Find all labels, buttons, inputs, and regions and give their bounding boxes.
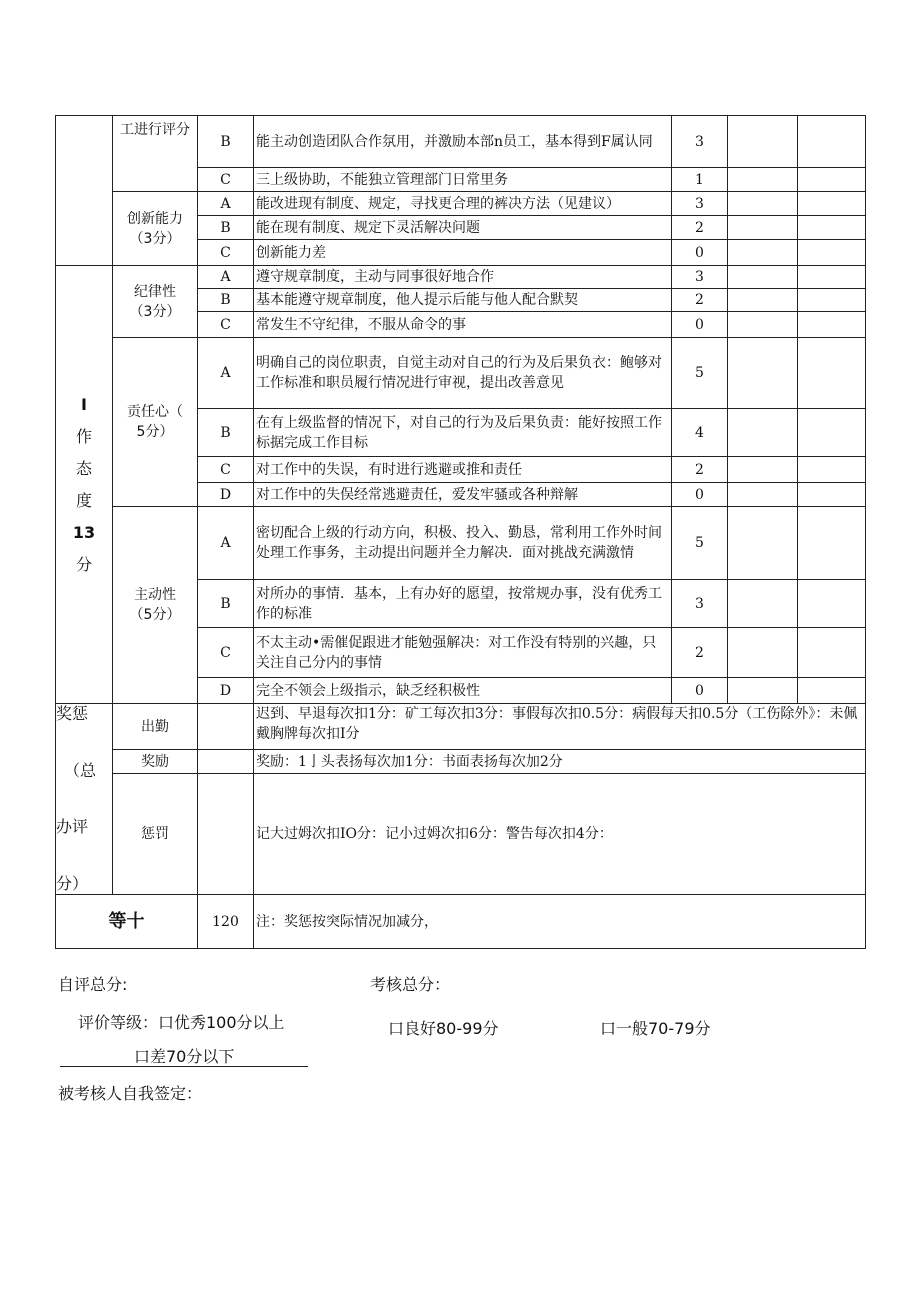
blank-cell xyxy=(798,338,866,409)
item-weight: 5分） xyxy=(136,424,174,440)
item-weight: （3分） xyxy=(129,303,181,320)
item-weight: （5分） xyxy=(129,607,181,623)
score-cell: 0 xyxy=(672,483,728,507)
blank-cell xyxy=(728,240,798,266)
item-cell: 工进行评分 xyxy=(113,116,198,192)
blank-cell xyxy=(798,216,866,240)
category-char: 13 xyxy=(72,522,96,542)
score-cell: 0 xyxy=(672,240,728,266)
blank-cell xyxy=(728,409,798,457)
blank-cell xyxy=(798,289,866,312)
exam-total-label: 考核总分： xyxy=(370,975,451,994)
self-score-label: 自评总分: xyxy=(58,975,128,994)
desc-cell: 三上级协助，不能独立管理部门日常里务 xyxy=(254,168,672,192)
desc-cell: 创新能力差 xyxy=(254,240,672,266)
grade-cell: C xyxy=(198,240,254,266)
category-char: 分 xyxy=(75,554,92,574)
item-attendance: 出勤 xyxy=(113,704,198,750)
desc-cell: 不太主动•需催促跟进才能勉强解决：对工作没有特别的兴趣，只关注自己分内的事情 xyxy=(254,628,672,678)
category-char: 分） xyxy=(56,873,89,893)
grade-cell: D xyxy=(198,678,254,704)
category-continuation-cell xyxy=(56,116,113,266)
category-char: 奖惩 xyxy=(56,704,89,723)
grade-cell: A xyxy=(198,338,254,409)
grade-cell: A xyxy=(198,266,254,289)
grade-cell: A xyxy=(198,507,254,580)
item-label: 创新能力 xyxy=(127,210,183,227)
blank-cell xyxy=(798,483,866,507)
blank-cell xyxy=(728,507,798,580)
category-char: （总 xyxy=(64,760,97,780)
blank-cell xyxy=(728,168,798,192)
blank-cell xyxy=(728,457,798,483)
score-cell: 2 xyxy=(672,628,728,678)
blank-cell xyxy=(728,116,798,168)
score-cell: 5 xyxy=(672,338,728,409)
category-attitude xyxy=(56,266,113,704)
blank-cell xyxy=(728,216,798,240)
blank-cell xyxy=(798,580,866,628)
desc-cell: 能改进现有制度、规定，寻找更合理的裤决方法（见建议） xyxy=(254,192,672,216)
score-cell: 3 xyxy=(672,192,728,216)
desc-cell: 奖励：1亅头表扬每次加1分：书面表扬每次加2分 xyxy=(254,750,866,774)
blank-cell xyxy=(728,338,798,409)
grade-normal: 口一般70-79分 xyxy=(600,1019,711,1038)
score-cell: 2 xyxy=(672,216,728,240)
desc-cell: 能在现有制度、规定下灵活解决问题 xyxy=(254,216,672,240)
grade-cell: B xyxy=(198,289,254,312)
blank-cell xyxy=(728,678,798,704)
blank-cell xyxy=(798,312,866,338)
grade-cell: C xyxy=(198,457,254,483)
grade-good: 口良好80-99分 xyxy=(388,1019,499,1038)
grade-cell: B xyxy=(198,409,254,457)
score-cell: 5 xyxy=(672,507,728,580)
grade-cell: B xyxy=(198,216,254,240)
desc-cell: 基本能遵守规章制度，他人提示后能与他人配合默契 xyxy=(254,289,672,312)
assessment-table xyxy=(55,115,866,949)
desc-cell: 常发生不守纪律，不服从命令的事 xyxy=(254,312,672,338)
item-innovation xyxy=(113,192,198,266)
grade-cell: A xyxy=(198,192,254,216)
blank-cell xyxy=(798,678,866,704)
item-label: 纪律性 xyxy=(134,283,176,300)
blank-cell xyxy=(728,266,798,289)
item-label: 贡任心（ xyxy=(127,404,183,420)
item-reward: 奖励 xyxy=(113,750,198,774)
desc-cell: 记大过姆次扣IO分：记小过姆次扣6分：警告每次扣4分： xyxy=(254,774,866,895)
blank-cell xyxy=(728,580,798,628)
blank-cell xyxy=(728,289,798,312)
category-char: 度 xyxy=(75,490,92,510)
item-discipline xyxy=(113,266,198,338)
score-cell: 4 xyxy=(672,409,728,457)
divider-line xyxy=(60,1066,308,1067)
desc-cell: 密切配合上级的行动方向，积极、投入、勤恳，常利用工作外时间处理工作事务，主动提出问题并全力解决．面对挑战充满激情 xyxy=(254,507,672,580)
blank-cell xyxy=(198,750,254,774)
blank-cell xyxy=(728,192,798,216)
item-label: 主动性 xyxy=(134,587,176,603)
category-char: 作 xyxy=(75,426,92,446)
grade-cell: C xyxy=(198,168,254,192)
desc-cell: 明确自己的岗位职责，自觉主动对自己的行为及后果负衣：鲍够对工作标准和职员履行情况进行审视，提出改善意见 xyxy=(254,338,672,409)
blank-cell xyxy=(798,192,866,216)
grade-cell: C xyxy=(198,628,254,678)
blank-cell xyxy=(728,483,798,507)
total-label: 等十 xyxy=(56,895,198,949)
blank-cell xyxy=(728,312,798,338)
signature-label: 被考核人自我签定： xyxy=(58,1084,203,1103)
score-cell: 2 xyxy=(672,289,728,312)
category-char: 态 xyxy=(75,458,92,478)
category-char: I xyxy=(81,394,87,414)
score-cell: 2 xyxy=(672,457,728,483)
score-cell: 0 xyxy=(672,678,728,704)
blank-cell xyxy=(798,457,866,483)
score-cell: 3 xyxy=(672,116,728,168)
grade-excellent: 评价等级：口优秀100分以上 xyxy=(78,1013,285,1032)
category-label xyxy=(58,395,110,575)
blank-cell xyxy=(198,704,254,750)
desc-cell: 对工作中的失俣经常逃避责任，爱发牢骚或各种辩解 xyxy=(254,483,672,507)
blank-cell xyxy=(798,266,866,289)
blank-cell xyxy=(798,168,866,192)
grade-cell: B xyxy=(198,116,254,168)
grade-cell: C xyxy=(198,312,254,338)
blank-cell xyxy=(798,628,866,678)
score-cell: 0 xyxy=(672,312,728,338)
blank-cell xyxy=(728,628,798,678)
desc-cell: 对工作中的失误，有时进行逃避或推和责任 xyxy=(254,457,672,483)
item-initiative xyxy=(113,507,198,704)
blank-cell xyxy=(798,240,866,266)
desc-cell: 遵守规章制度，主动与同事很好地合作 xyxy=(254,266,672,289)
desc-cell: 能主动创造团队合作氛用，并激励本部n员工，基本得到F属认同 xyxy=(254,116,672,168)
desc-cell: 对所办的事情．基本，上有办好的愿望，按常规办事，没有优秀工作的标准 xyxy=(254,580,672,628)
blank-cell xyxy=(798,507,866,580)
score-cell: 3 xyxy=(672,266,728,289)
blank-cell xyxy=(798,409,866,457)
item-responsibility xyxy=(113,338,198,507)
category-char: 办评 xyxy=(56,817,89,837)
total-note: 注：奖惩按突际情况加减分， xyxy=(254,895,866,949)
item-weight: （3分） xyxy=(129,230,181,247)
item-punish: 惩罚 xyxy=(113,774,198,895)
grade-poor: 口差70分以下 xyxy=(134,1047,235,1066)
blank-cell xyxy=(798,116,866,168)
grade-cell: D xyxy=(198,483,254,507)
grade-cell: B xyxy=(198,580,254,628)
total-value: 120 xyxy=(198,895,254,949)
desc-cell: 迟到、早退每次扣1分：矿工每次扣3分：事假每次扣0.5分：病假每天扣0.5分（工伤除外》：未佩戴胸牌每次扣I分 xyxy=(254,704,866,750)
desc-cell: 完全不领会上级指示，缺乏经积极性 xyxy=(254,678,672,704)
desc-cell: 在有上级监督的情况下，对自己的行为及后果负责：能好按照工作标据完成工作目标 xyxy=(254,409,672,457)
blank-cell xyxy=(198,774,254,895)
score-cell: 3 xyxy=(672,580,728,628)
category-label xyxy=(56,704,112,894)
category-rewards xyxy=(56,704,113,895)
score-cell: 1 xyxy=(672,168,728,192)
